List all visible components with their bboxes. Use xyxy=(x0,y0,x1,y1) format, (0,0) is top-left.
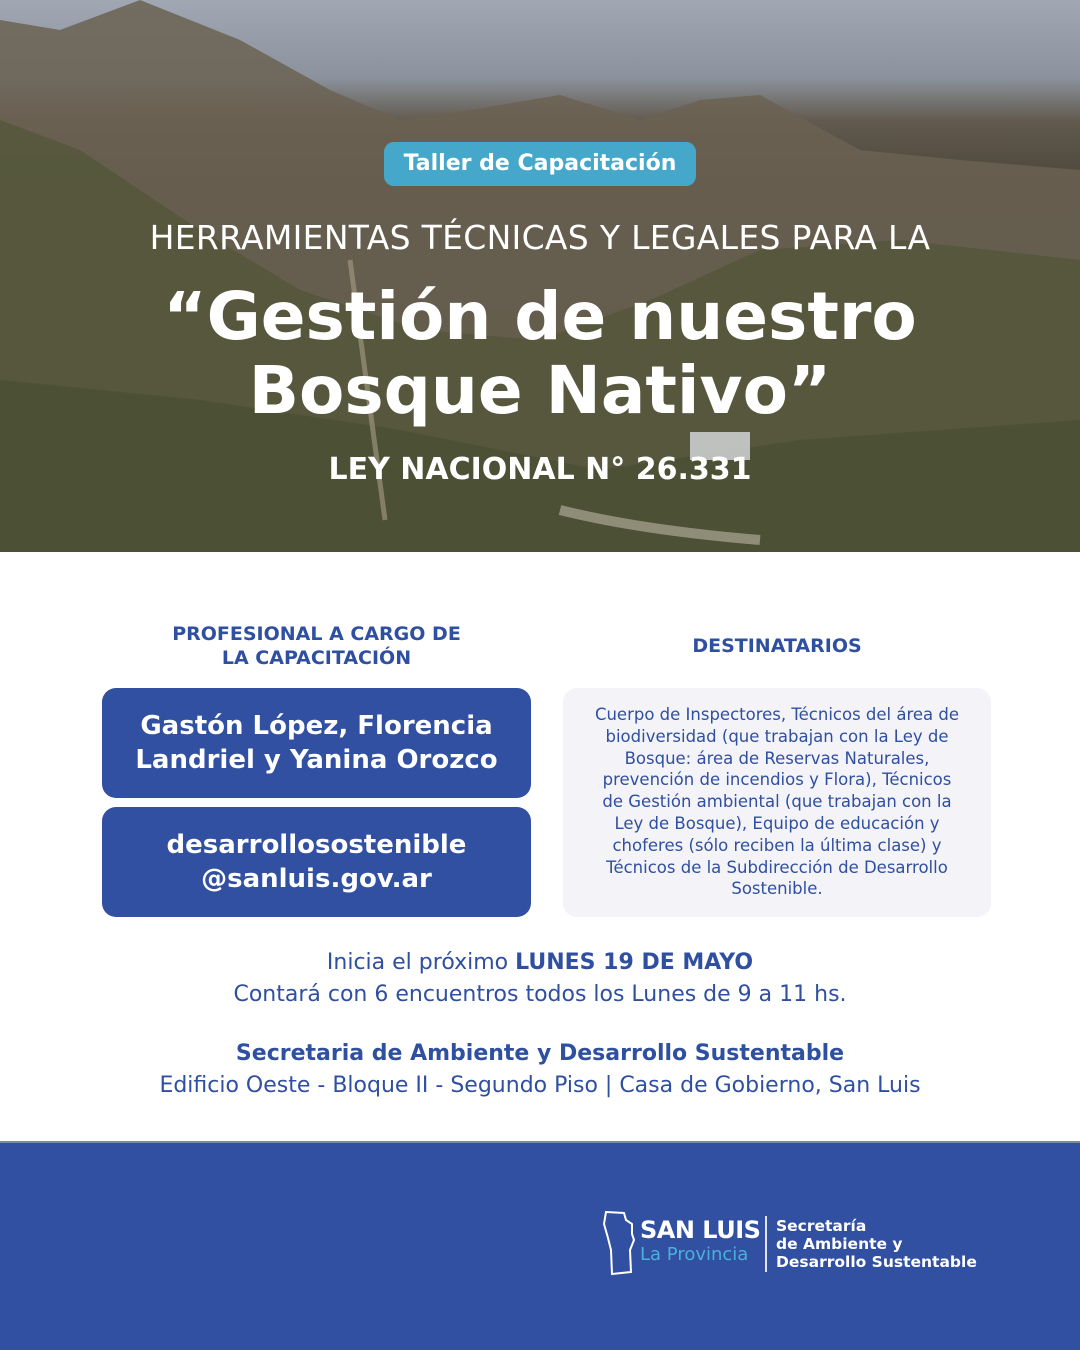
audience-heading: DESTINATARIOS xyxy=(692,635,862,657)
secretaria-line3: Desarrollo Sustentable xyxy=(776,1253,977,1271)
contact-email-box[interactable] xyxy=(102,807,531,917)
email-line2: @sanluis.gov.ar xyxy=(201,864,432,894)
sessions-info: Contará con 6 encuentros todos los Lunes de 9 a 11 hs. xyxy=(233,982,847,1007)
professional-heading xyxy=(102,622,531,670)
event-title-line2: Bosque Nativo” xyxy=(248,352,832,429)
schedule-block xyxy=(0,947,1080,1011)
location-org: Secretaria de Ambiente y Desarrollo Sustentable xyxy=(235,1041,845,1066)
event-title-line1: “Gestión de nuestro xyxy=(163,278,917,355)
location-address: Edificio Oeste - Bloque II - Segundo Piso | Casa de Gobierno, San Luis xyxy=(159,1073,921,1098)
secretaria-line2: de Ambiente y xyxy=(776,1235,903,1253)
start-date: LUNES 19 DE MAYO xyxy=(515,950,754,975)
hero-photo xyxy=(0,0,1080,552)
event-title xyxy=(0,280,1080,428)
logo-divider xyxy=(765,1216,767,1272)
start-date-line xyxy=(0,947,1080,979)
professional-heading-line2: LA CAPACITACIÓN xyxy=(221,647,412,669)
instructors-line2: Landriel y Yanina Orozco xyxy=(135,745,498,775)
secretaria-line1: Secretaría xyxy=(776,1217,867,1235)
logo-secretaria xyxy=(776,1217,977,1271)
logo-san-luis: SAN LUIS xyxy=(640,1216,761,1244)
email-line1: desarrollosostenible xyxy=(166,830,467,860)
instructors-box xyxy=(102,688,531,798)
professional-heading-line1: PROFESIONAL A CARGO DE xyxy=(172,623,461,645)
location-block xyxy=(0,1038,1080,1102)
law-reference: LEY NACIONAL N° 26.331 xyxy=(328,452,752,487)
start-prefix: Inicia el próximo xyxy=(326,950,516,975)
instructors-line1: Gastón López, Florencia xyxy=(140,711,493,741)
workshop-badge: Taller de Capacitación xyxy=(384,142,696,186)
audience-description: Cuerpo de Inspectores, Técnicos del área de biodiversidad (que trabajan con la Ley de Bosque: área de Reservas Naturales, prevención de incendios y Flora), Técnicos de Gestión ambiental (que trabajan con la Ley de Bosque), Equipo de educación y choferes (sólo reciben la última clase) y Técnicos de la Subdirección de Desarrollo Sostenible. xyxy=(563,688,991,917)
logo-la-provincia: La Provincia xyxy=(640,1244,749,1265)
event-kicker: HERRAMIENTAS TÉCNICAS Y LEGALES PARA LA xyxy=(149,218,931,257)
